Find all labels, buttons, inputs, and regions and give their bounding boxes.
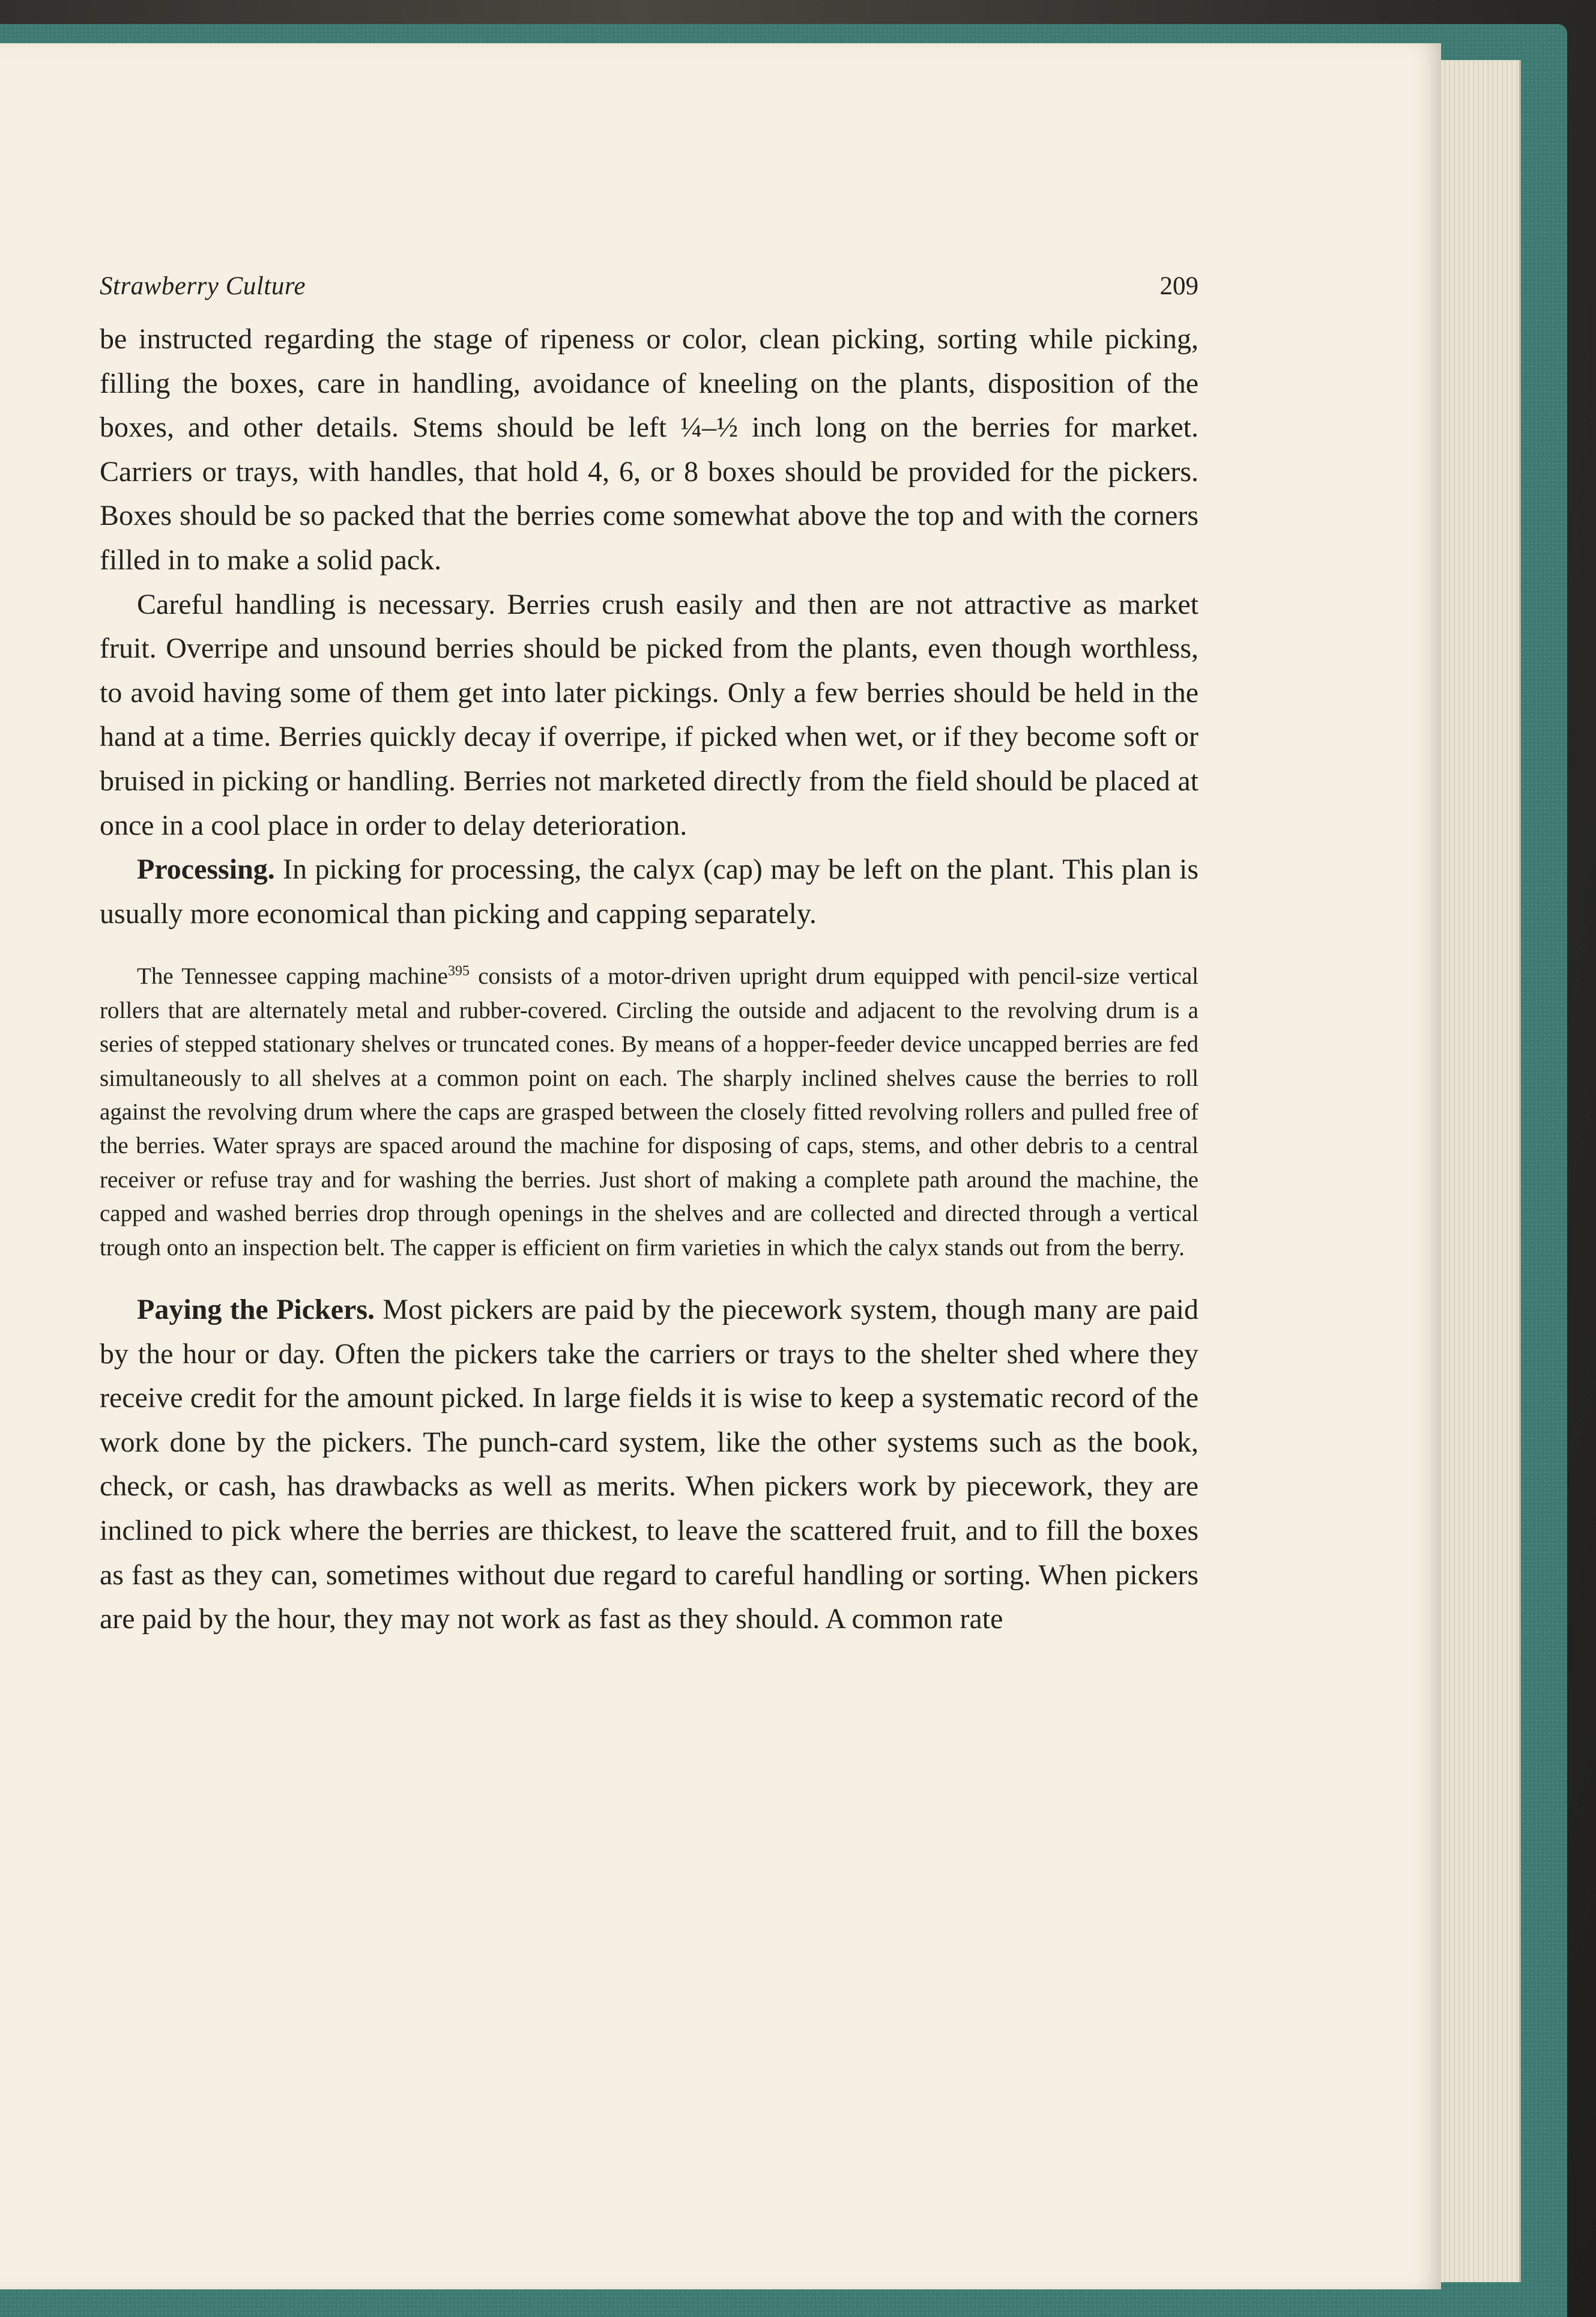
paragraph-processing xyxy=(100,847,1199,936)
paying-text: Most pickers are paid by the piecework system, though many are paid by the hour or day. Often the pickers take the carriers or trays to the shelter shed where they receive credit for the amount picked. In large fields it is wise to keep a systematic record of the work done by the pickers. The punch-card system, like the other systems such as the book, check, or cash, has drawbacks as well as merits. When pickers work by piecework, they are inclined to pick where the berries are thickest, to leave the scattered fruit, and to fill the boxes as fast as they can, sometimes without due regard to careful handling or sorting. When pickers are paid by the hour, they may not work as fast as they should. A common rate xyxy=(100,1293,1199,1635)
extract-text-rest: consists of a motor-driven upright drum equipped with pencil-size vertical rollers that are alternately metal and rubber-covered. Circling the outside and adjacent to the revolving drum is a series of stepped stationary shelves or truncated cones. By means of a hopper-feeder device uncapped berries are fed simultaneously to all shelves at a common point on each. The sharply inclined shelves cause the berries to roll against the revolving drum where the caps are grasped between the closely fitted revolving rollers and pulled free of the berries. Water sprays are spaced around the machine for disposing of caps, stems, and other debris to a central receiver or refuse tray and for washing the berries. Just short of making a complete path around the machine, the capped and washed berries drop through openings in the shelves and are collected and directed through a vertical trough onto an inspection belt. The capper is efficient on firm varieties in which the calyx stands out from the berry. xyxy=(100,963,1199,1261)
page-number: 209 xyxy=(1159,272,1199,300)
paragraph-ripeness: be instructed regarding the stage of ripeness or color, clean picking, sorting while picking, filling the boxes, care in handling, avoidance of kneeling on the plants, disposition of the boxes, and other details. Stems should be left ¼–½ inch long on the berries for market. Carriers or trays, with handles, that hold 4, 6, or 8 boxes should be provided for the pickers. Boxes should be so packed that the berries come somewhat above the top and with the corners filled in to make a solid pack. xyxy=(100,323,1199,576)
capping-machine-extract xyxy=(100,960,1199,1265)
processing-heading: Processing. xyxy=(137,853,275,886)
paragraph-handling: Careful handling is necessary. Berries crush easily and then are not attractive as market fruit. Overripe and unsound berries should be picked from the plants, even though worthless, to avoid having some of them get into later pickings. Only a few berries should be held in the hand at a time. Berries quickly decay if overripe, if picked when wet, or if they become soft or bruised in picking or handling. Berries not marketed directly from the field should be placed at once in a cool place in order to delay deterioration. xyxy=(100,588,1199,841)
running-head-title: Strawberry Culture xyxy=(100,272,306,300)
running-head xyxy=(100,271,1199,317)
book-page xyxy=(0,43,1441,2289)
paying-heading: Paying the Pickers. xyxy=(137,1293,375,1325)
paragraph-paying-pickers xyxy=(100,1288,1199,1641)
extract-text-start: The Tennessee capping machine xyxy=(137,963,448,990)
page-content xyxy=(100,271,1199,1641)
processing-text: In picking for processing, the calyx (cap) may be left on the plant. This plan is usually more economical than picking and capping separately. xyxy=(100,853,1199,930)
reference-number: 395 xyxy=(447,963,470,980)
